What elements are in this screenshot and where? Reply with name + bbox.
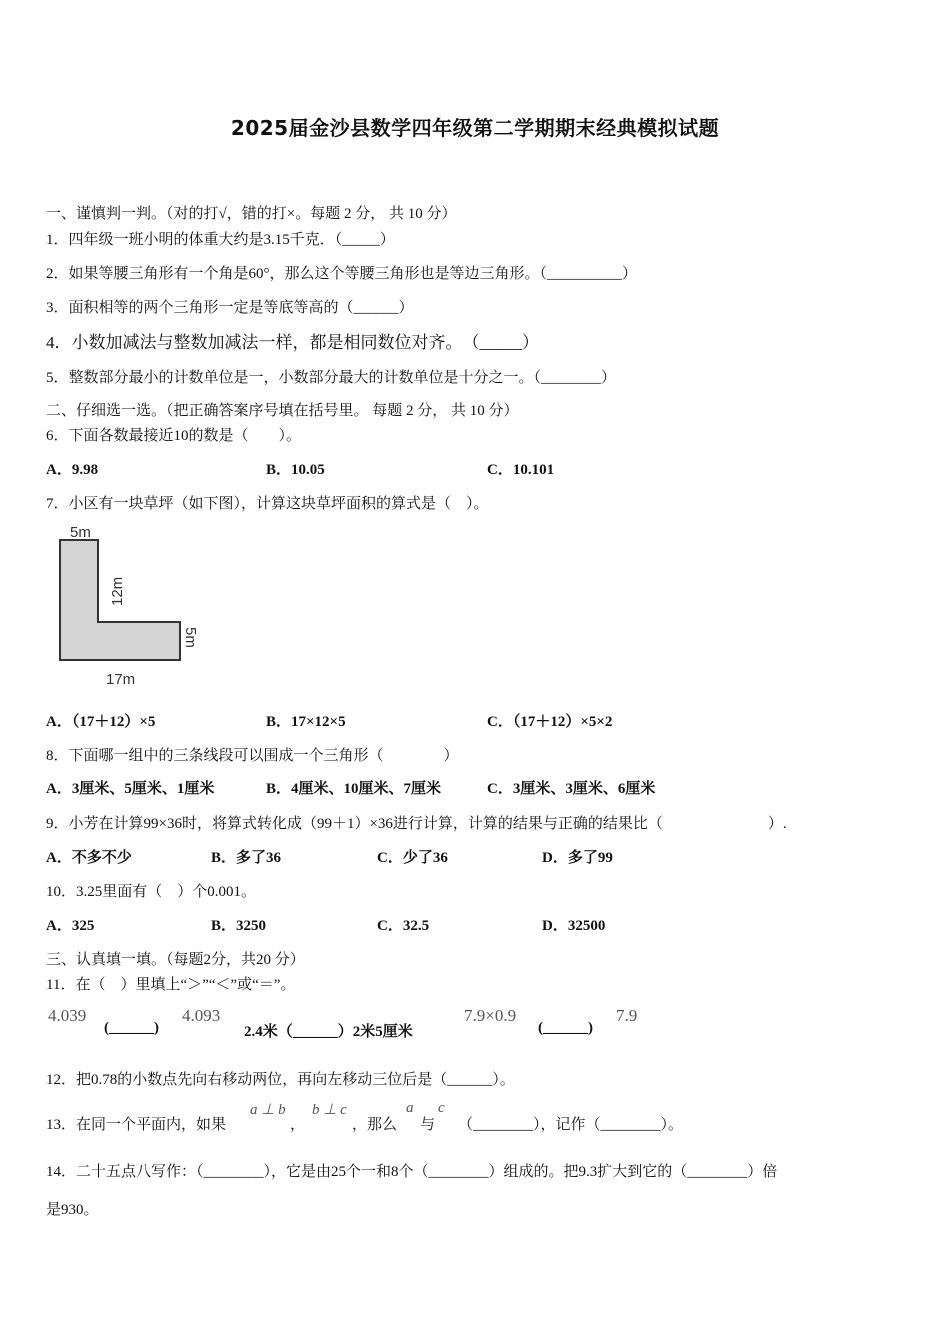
q11-number-1: 4.039 — [48, 1006, 87, 1025]
q9-option-a: A．不多不少 — [46, 850, 132, 866]
section-1-heading: 一、谨慎判一判。（对的打√，错的打×。每题 2 分， 共 10 分） — [46, 206, 457, 222]
q10-option-d: D．32500 — [542, 918, 606, 934]
question-7: 7．小区有一块草坪（如下图），计算这块草坪面积的算式是（ ）。 — [46, 496, 489, 512]
label-right-5m: 5m — [182, 627, 199, 648]
question-13-prefix: 13．在同一个平面内，如果 — [46, 1117, 227, 1133]
q13-then: ，那么 — [352, 1117, 398, 1133]
lawn-figure — [40, 520, 220, 690]
q11-number-3: 7.9×0.9 — [464, 1006, 517, 1025]
question-5: 5．整数部分最小的计数单位是一，小数部分最大的计数单位是十分之一。（________） — [46, 370, 617, 386]
q10-option-b: B．3250 — [211, 918, 267, 934]
question-9: 9．小芳在计算99×36时，将算式转化成（99＋1）×36进行计算，计算的结果与正确的结果比（ ）. — [46, 816, 787, 832]
q13-var-a: a — [406, 1100, 414, 1116]
q11-blank-3: (______) — [538, 1020, 593, 1036]
q10-option-c: C．32.5 — [377, 918, 430, 934]
q6-option-b: B．10.05 — [266, 462, 325, 478]
question-12: 12．把0.78的小数点先向右移动两位，再向左移动三位后是（______）。 — [46, 1072, 515, 1088]
question-8: 8．下面哪一组中的三条线段可以围成一个三角形（ ） — [46, 748, 459, 764]
q13-expr-b-perp-c: b ⊥ c — [312, 1102, 347, 1118]
q11-number-2: 4.093 — [182, 1006, 221, 1025]
q8-option-a: A．3厘米、5厘米、1厘米 — [46, 781, 215, 797]
q11-blank-1: (______) — [104, 1020, 159, 1036]
question-2: 2．如果等腰三角形有一个角是60°，那么这个等腰三角形也是等边三角形。（__________） — [46, 266, 638, 282]
q10-option-a: A．325 — [46, 918, 95, 934]
q13-expr-a-perp-b: a ⊥ b — [250, 1102, 286, 1118]
q11-measure-compare: 2.4米（______）2米5厘米 — [244, 1024, 413, 1040]
q13-suffix: （________），记作（________）。 — [458, 1117, 684, 1133]
q9-option-c: C．少了36 — [377, 850, 448, 866]
question-6: 6．下面各数最接近10的数是（ ）。 — [46, 428, 302, 444]
label-side-12m: 12m — [109, 576, 126, 606]
question-14-line-1: 14．二十五点八写作：（________），它是由25个一和8个（________）组成的。把9.3扩大到它的（________）倍 — [46, 1164, 778, 1180]
q7-option-b: B．17×12×5 — [266, 714, 346, 730]
question-1: 1．四年级一班小明的体重大约是3.15千克．（_____） — [46, 232, 395, 248]
q13-var-c: c — [438, 1100, 445, 1116]
label-top-5m: 5m — [70, 524, 91, 541]
section-2-heading: 二、仔细选一选。（把正确答案序号填在括号里。 每题 2 分， 共 10 分） — [46, 403, 519, 419]
question-3: 3．面积相等的两个三角形一定是等底等高的（______） — [46, 300, 414, 316]
q13-and: 与 — [420, 1117, 436, 1133]
q7-option-c: C．（17＋12）×5×2 — [487, 714, 613, 730]
q9-option-d: D．多了99 — [542, 850, 613, 866]
label-bottom-17m: 17m — [106, 671, 136, 688]
q11-number-4: 7.9 — [616, 1006, 638, 1025]
question-10: 10．3.25里面有（ ）个0.001。 — [46, 884, 257, 900]
q6-option-a: A．9.98 — [46, 462, 99, 478]
q8-option-b: B．4厘米、10厘米、7厘米 — [266, 781, 442, 797]
question-4: 4．小数加减法与整数加减法一样，都是相同数位对齐。 （_____） — [46, 333, 539, 352]
q13-comma: ， — [290, 1117, 306, 1133]
q9-option-b: B．多了36 — [211, 850, 282, 866]
page-title: 2025届金沙县数学四年级第二学期期末经典模拟试题 — [230, 116, 720, 140]
question-11: 11．在（ ）里填上“＞”“＜”或“＝”。 — [46, 977, 296, 993]
q8-option-c: C．3厘米、3厘米、6厘米 — [487, 781, 656, 797]
section-3-heading: 三、认真填一填。（每题2分，共20 分） — [46, 952, 305, 968]
question-14-line-2: 是930。 — [46, 1202, 99, 1218]
q7-option-a: A．（17＋12）×5 — [46, 714, 156, 730]
q6-option-c: C．10.101 — [487, 462, 555, 478]
